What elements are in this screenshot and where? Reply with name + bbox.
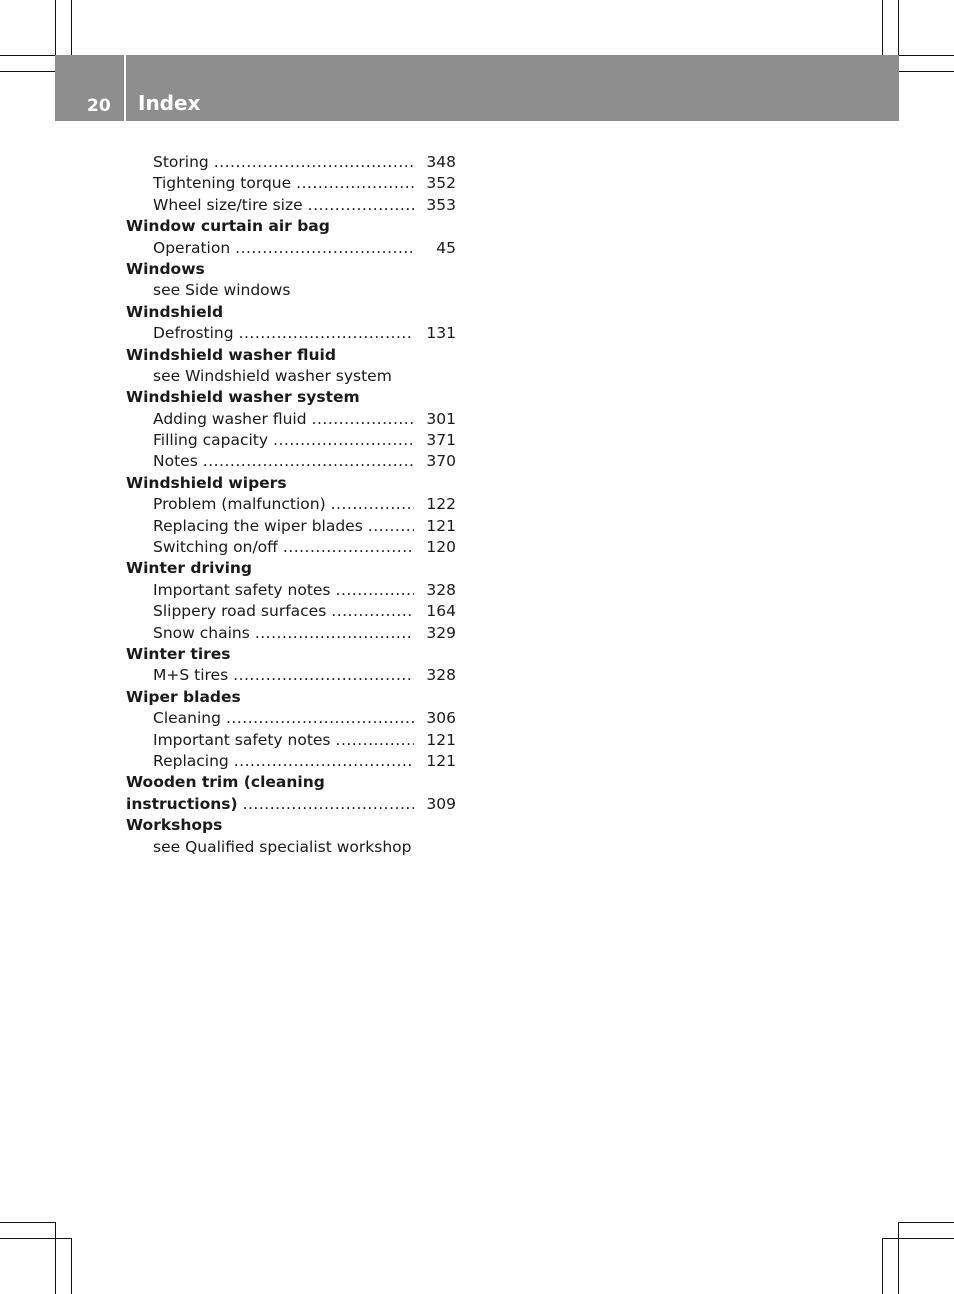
entry-label: see Side windows <box>153 281 291 300</box>
leader-dots <box>336 580 414 601</box>
crop-mark <box>0 1222 56 1223</box>
entry-label: Windshield <box>126 302 224 321</box>
entry-page-number: 301 <box>426 409 456 428</box>
entry-label: Replacing the wiper blades <box>153 516 363 535</box>
entry-page-number: 164 <box>426 602 456 621</box>
page-number: 20 <box>87 96 111 116</box>
crop-mark <box>0 1238 72 1239</box>
leader-dots <box>312 409 414 430</box>
crop-mark <box>898 1222 899 1294</box>
index-entry <box>126 238 456 259</box>
entry-label: M+S tires <box>153 666 229 685</box>
index-entry <box>126 665 456 686</box>
entry-label: Tightening torque <box>153 174 292 193</box>
entry-page-number: 371 <box>426 431 456 450</box>
index-entry <box>126 323 456 344</box>
crop-mark <box>882 0 883 56</box>
leader-dots <box>308 195 414 216</box>
leader-dots <box>233 665 414 686</box>
crop-mark <box>898 55 954 56</box>
entry-label: Important safety notes <box>153 580 331 599</box>
index-heading <box>126 345 456 366</box>
crop-mark <box>55 1222 56 1294</box>
entry-page-number: 352 <box>426 174 456 193</box>
leader-dots <box>226 708 414 729</box>
entry-label: Problem (malfunction) <box>153 495 326 514</box>
leader-dots <box>336 730 414 751</box>
entry-page-number: 370 <box>426 452 456 471</box>
entry-page-number: 353 <box>426 195 456 214</box>
entry-page-number: 131 <box>426 324 456 343</box>
index-heading <box>126 473 456 494</box>
entry-label: Important safety notes <box>153 730 331 749</box>
entry-label: Storing <box>153 153 209 171</box>
index-heading <box>126 259 456 280</box>
crop-mark <box>898 1222 954 1223</box>
index-entry <box>126 623 456 644</box>
entry-page-number: 328 <box>426 666 456 685</box>
entry-label: Operation <box>153 238 231 257</box>
index-entry <box>126 409 456 430</box>
entry-page-number: 306 <box>426 709 456 728</box>
index-entry <box>126 451 456 472</box>
crop-mark <box>0 55 56 56</box>
index-heading <box>126 815 456 836</box>
leader-dots <box>239 323 414 344</box>
entry-label: Wooden trim (cleaning <box>126 773 325 792</box>
crop-mark <box>882 1238 954 1239</box>
crop-mark <box>898 71 954 72</box>
leader-dots <box>234 751 414 772</box>
entry-label: see Windshield washer system <box>153 366 392 385</box>
entry-label: Adding washer fluid <box>153 409 307 428</box>
leader-dots <box>203 451 414 472</box>
index-heading <box>126 216 456 237</box>
leader-dots <box>368 516 414 537</box>
leader-dots <box>255 623 414 644</box>
entry-label: instructions) <box>126 794 238 813</box>
entry-label: Winter driving <box>126 559 253 578</box>
entry-page-number: 309 <box>426 794 456 813</box>
entry-label: Winter tires <box>126 644 231 663</box>
crop-mark <box>55 0 56 56</box>
entry-label: Replacing <box>153 751 229 770</box>
entry-label: Windshield washer fluid <box>126 345 336 364</box>
index-list <box>126 152 456 858</box>
index-entry <box>126 537 456 558</box>
leader-dots <box>283 537 414 558</box>
entry-label: Windows <box>126 259 205 278</box>
entry-page-number: 121 <box>426 751 456 770</box>
crop-mark <box>0 71 56 72</box>
index-heading <box>126 558 456 579</box>
index-entry <box>126 430 456 451</box>
crop-mark <box>898 0 899 56</box>
entry-label: Windshield wipers <box>126 473 287 492</box>
index-entry <box>126 195 456 216</box>
entry-page-number: 120 <box>426 538 456 557</box>
leader-dots <box>331 494 414 515</box>
leader-dots <box>273 430 414 451</box>
leader-dots <box>214 152 414 173</box>
entry-label: Slippery road surfaces <box>153 602 327 621</box>
index-heading <box>126 302 456 323</box>
header-divider <box>124 55 126 121</box>
index-heading <box>126 644 456 665</box>
index-entry <box>126 601 456 622</box>
entry-label: Window curtain air bag <box>126 217 330 236</box>
entry-label: Wheel size/tire size <box>153 195 303 214</box>
index-entry <box>126 837 456 858</box>
entry-label: Switching on/off <box>153 538 278 557</box>
crop-mark <box>71 0 72 56</box>
leader-dots <box>243 794 414 815</box>
entry-label: see Qualified specialist workshop <box>153 837 412 856</box>
index-entry <box>126 730 456 751</box>
index-entry <box>126 152 456 173</box>
entry-label: Notes <box>153 452 198 471</box>
entry-label: Cleaning <box>153 709 221 728</box>
entry-page-number: 328 <box>426 580 456 599</box>
index-heading <box>126 794 456 815</box>
index-heading <box>126 387 456 408</box>
index-entry <box>126 280 456 301</box>
entry-label: Defrosting <box>153 324 234 343</box>
index-heading <box>126 772 456 793</box>
index-entry <box>126 366 456 387</box>
index-entry <box>126 173 456 194</box>
entry-page-number: 121 <box>426 730 456 749</box>
entry-label: Workshops <box>126 816 223 835</box>
index-heading <box>126 687 456 708</box>
index-entry <box>126 516 456 537</box>
page-title: Index <box>138 91 201 115</box>
entry-page-number: 348 <box>426 153 456 171</box>
leader-dots <box>331 601 414 622</box>
index-entry <box>126 708 456 729</box>
crop-mark <box>71 1238 72 1294</box>
entry-page-number: 329 <box>426 623 456 642</box>
index-entry <box>126 580 456 601</box>
leader-dots <box>235 238 414 259</box>
entry-label: Wiper blades <box>126 687 241 706</box>
entry-page-number: 121 <box>426 516 456 535</box>
index-entry <box>126 494 456 515</box>
entry-page-number: 45 <box>436 238 456 257</box>
crop-mark <box>882 1238 883 1294</box>
entry-page-number: 122 <box>426 495 456 514</box>
entry-label: Snow chains <box>153 623 250 642</box>
index-entry <box>126 751 456 772</box>
entry-label: Filling capacity <box>153 431 269 450</box>
entry-label: Windshield washer system <box>126 388 360 407</box>
leader-dots <box>296 173 414 194</box>
